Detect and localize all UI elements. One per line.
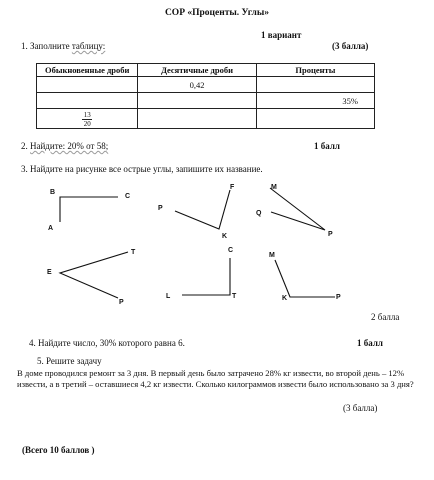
angle-label: T [131,249,136,256]
task3-points: 2 балла [371,312,400,322]
task2-points: 1 балл [314,141,340,151]
total-points: (Всего 10 баллов ) [22,445,95,455]
task5-points: (3 балла) [343,403,378,413]
angle-label: Q [256,210,262,217]
angle-label: P [158,205,163,212]
conversion-table [36,63,375,129]
angle-label: A [48,225,54,232]
angle-label: C [228,247,234,254]
table-cell[interactable] [256,109,374,129]
table-header-row [37,64,375,77]
task5-title: 5. Решите задачу [37,356,102,366]
angle-ctl [182,258,230,295]
angle-label: P [119,299,124,306]
task2-text [21,141,108,151]
angle-bc-a [60,197,118,222]
table-header: Проценты [256,64,374,77]
table-cell[interactable]: 35% [256,93,374,109]
table-cell-fraction[interactable] [37,109,138,129]
table-cell[interactable]: 0,42 [138,77,256,93]
variant-label: 1 вариант [261,30,302,40]
task5-text [17,368,417,390]
task1-text [21,41,105,51]
angle-label: F [230,184,235,191]
table-cell[interactable] [138,109,256,129]
angles-figure [0,175,434,315]
table-row [37,93,375,109]
table-cell[interactable] [138,93,256,109]
angle-label: M [269,252,275,259]
table-cell[interactable] [37,93,138,109]
angle-mkp [275,260,335,297]
angle-label: K [222,233,228,240]
task4-points: 1 балл [357,338,383,348]
page-title: СОР «Проценты. Углы» [164,8,270,18]
task5-question: Сколько килограммов извести было использовано за 3 дня? [195,379,414,389]
table-row [37,77,375,93]
task2-body: Найдите: 20% от 58; [30,141,109,151]
table-row [37,109,375,129]
table-header: Обыкновенные дроби [37,64,138,77]
angle-label: P [328,231,333,238]
angle-label: C [125,193,131,200]
angle-label: K [282,295,288,302]
angle-mpq [270,188,325,230]
task1-points: (3 балла) [332,41,369,51]
task1-prefix: 1. Заполните [21,41,72,51]
table-cell[interactable] [37,77,138,93]
angle-label: M [271,184,277,191]
angle-label: P [336,294,341,301]
fraction-denominator: 20 [83,120,91,128]
task2-number: 2. [21,141,30,151]
angle-tep [60,252,128,298]
table-cell[interactable] [256,77,374,93]
task3-text: 3. Найдите на рисунке все острые углы, запишите их название. [21,164,263,174]
angle-label: T [232,293,237,300]
angle-label: E [47,269,52,276]
angle-label: L [166,293,171,300]
task4-text: 4. Найдите число, 30% которого равна 6. [29,338,185,348]
table-header: Десятичные дроби [138,64,256,77]
task5-main: В доме проводился ремонт за 3 дня. В первый день было затрачено 28% кг извести, во второй день – 12% извести, а в третий – оставшиеся 4,2 кг извести. [17,368,405,389]
task1-table-link: таблицу: [71,41,106,51]
fraction [82,111,92,128]
fraction-numerator: 13 [83,111,91,119]
angle-label: B [50,189,56,196]
angle-pkf [175,190,230,229]
